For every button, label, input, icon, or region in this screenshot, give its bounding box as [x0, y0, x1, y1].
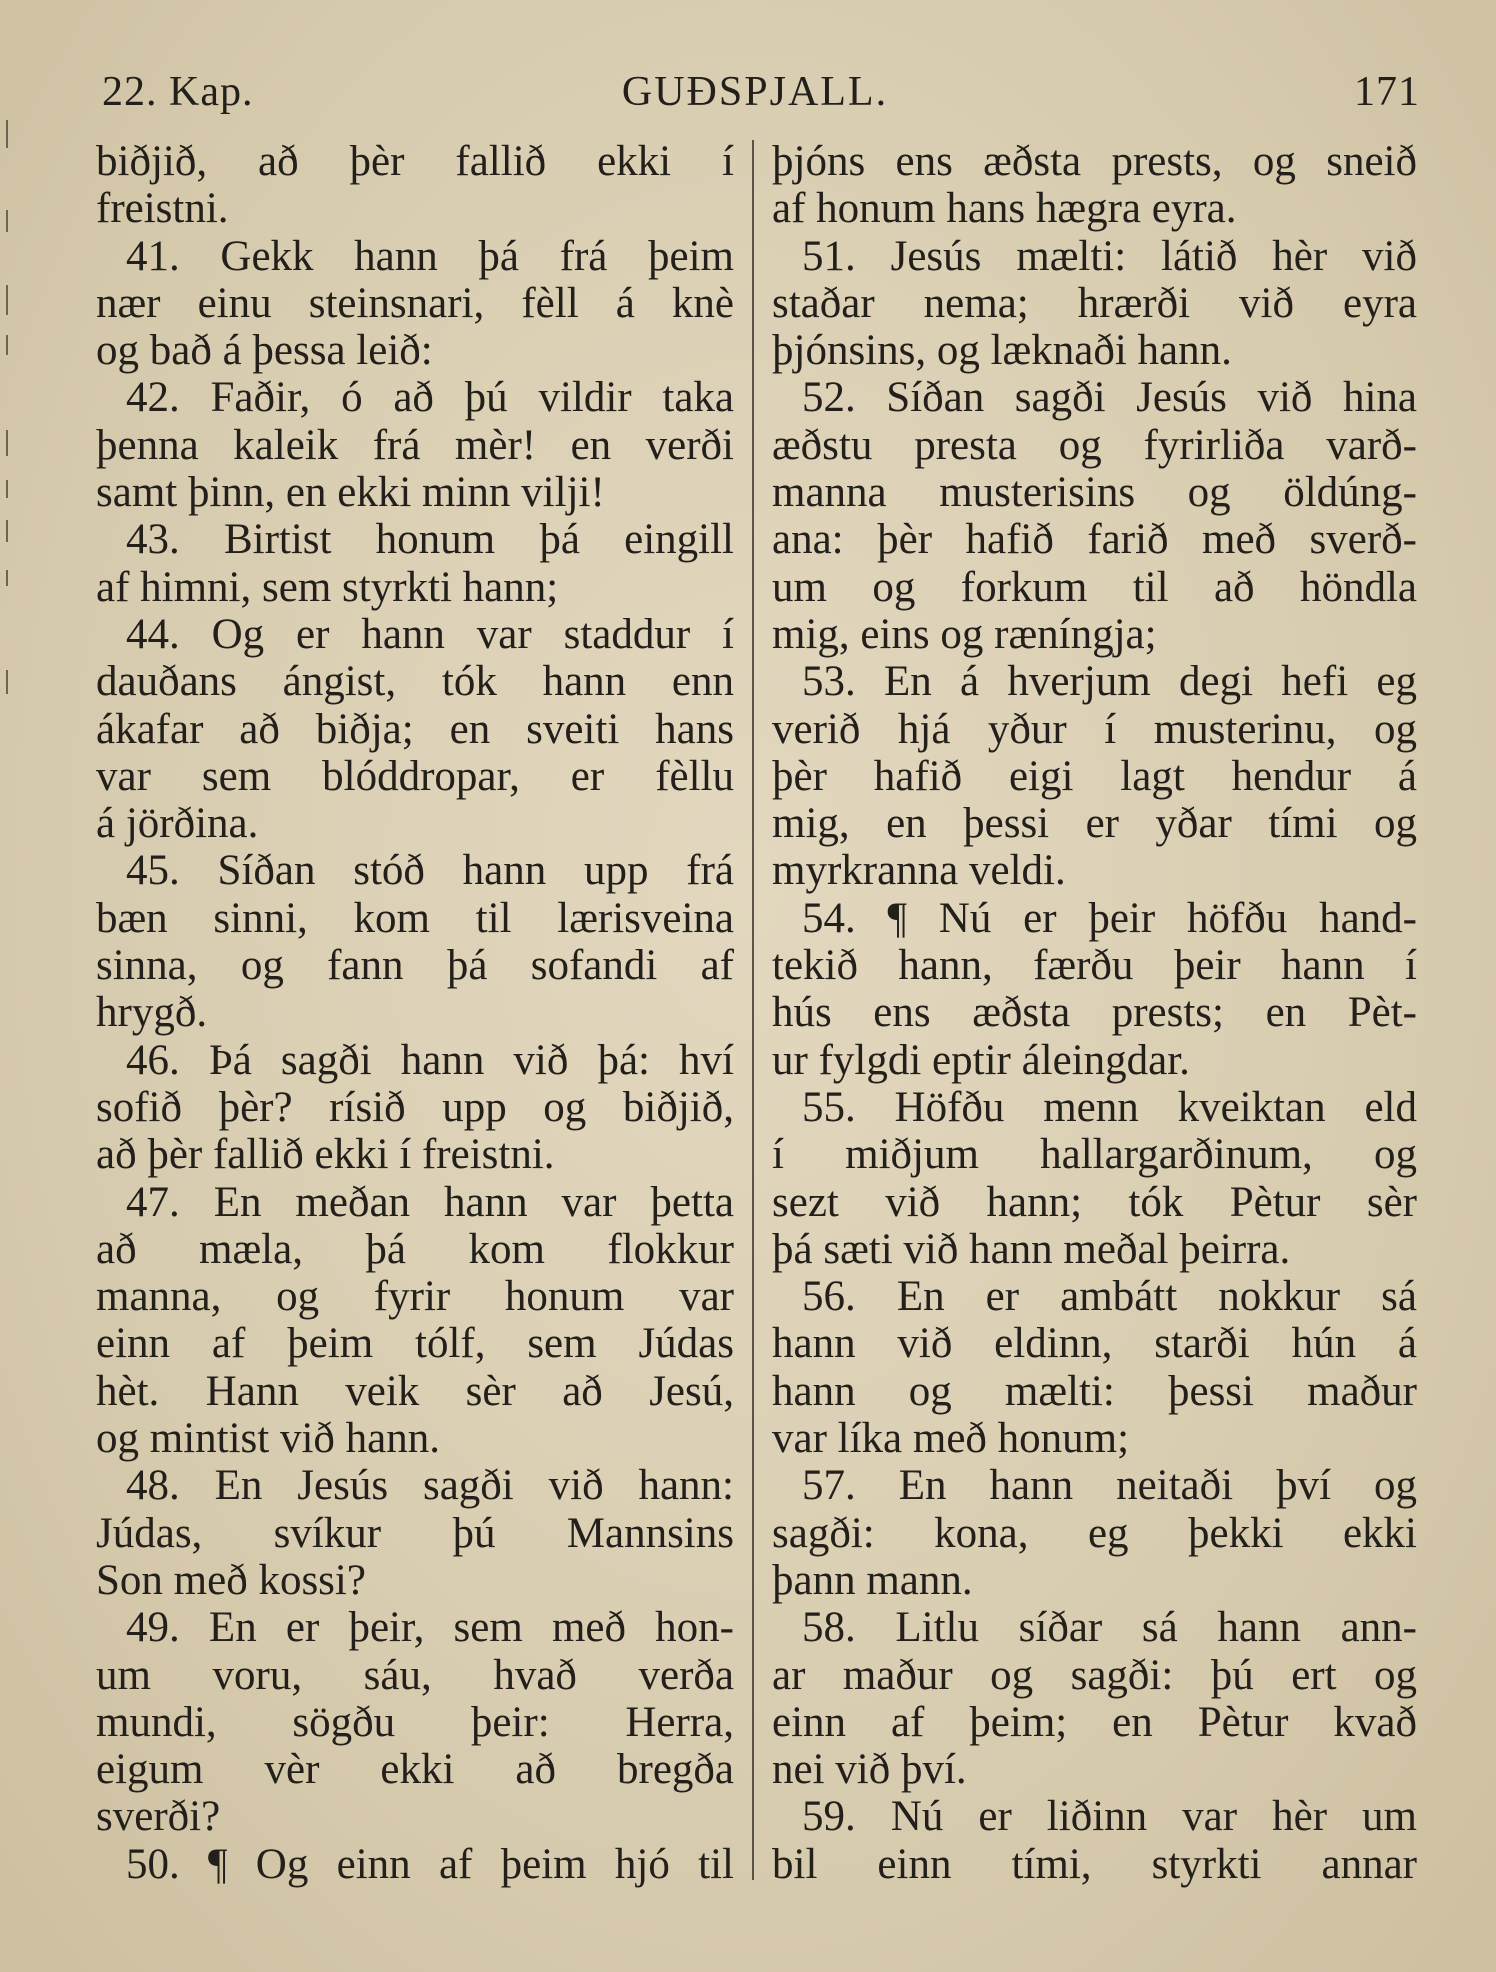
text-line: verið hjá yður í musterinu, og: [772, 705, 1417, 753]
text-line: að mæla, þá kom flokkur: [96, 1225, 734, 1273]
text-line: 46. Þá sagði hann við þá: hví: [126, 1036, 734, 1084]
text-line: bæn sinni, kom til lærisveina: [96, 894, 734, 942]
text-line: 57. En hann neitaði því og: [802, 1462, 1417, 1510]
text-line: 49. En er þeir, sem með hon-: [126, 1604, 734, 1652]
text-line: sinna, og fann þá sofandi af: [96, 942, 734, 990]
text-line: hann við eldinn, starði hún á: [772, 1320, 1417, 1368]
page-header: [90, 68, 1420, 128]
text-line: nei við því.: [772, 1746, 967, 1794]
text-line: ar maður og sagði: þú ert og: [772, 1651, 1417, 1699]
text-line: freistni.: [96, 185, 229, 233]
text-line: um voru, sáu, hvað verða: [96, 1651, 734, 1699]
text-line: 53. En á hverjum degi hefi eg: [802, 658, 1417, 706]
text-line: þjóns ens æðsta prests, og sneið: [772, 138, 1417, 185]
text-line: hann og mælti: þessi maður: [772, 1367, 1417, 1415]
text-line: hrygð.: [96, 989, 208, 1037]
text-line: í miðjum hallargarðinum, og: [772, 1131, 1417, 1179]
running-title: GUÐSPJALL.: [621, 69, 889, 115]
text-line: af himni, sem styrkti hann;: [96, 563, 559, 611]
text-line: manna musterisins og öldúng-: [772, 469, 1417, 517]
text-line: og bað á þessa leið:: [96, 327, 433, 375]
page-number: 171: [1354, 69, 1420, 115]
text-line: bil einn tími, styrkti annar: [772, 1840, 1417, 1888]
text-line: 45. Síðan stóð hann upp frá: [126, 847, 734, 895]
text-line: af honum hans hægra eyra.: [772, 185, 1237, 233]
text-line: 52. Síðan sagði Jesús við hina: [802, 374, 1417, 422]
text-line: ana: þèr hafið farið með sverð-: [772, 516, 1417, 564]
text-line: Son með kossi?: [96, 1556, 366, 1604]
column-divider: [752, 140, 754, 1880]
text-line: þjónsins, og læknaði hann.: [772, 327, 1232, 375]
text-line: þann mann.: [772, 1556, 973, 1604]
text-line: hèt. Hann veik sèr að Jesú,: [96, 1367, 734, 1415]
text-line: mundi, sögðu þeir: Herra,: [96, 1698, 734, 1746]
text-line: ur fylgdi eptir áleingdar.: [772, 1036, 1190, 1084]
text-line: dauðans ángist, tók hann enn: [96, 658, 734, 706]
page-edge-marks: [0, 0, 14, 1972]
text-line: nær einu steinsnari, fèll á knè: [96, 279, 734, 327]
right-text-column: [772, 138, 1417, 1888]
left-text-column: [96, 138, 734, 1888]
text-line: 55. Höfðu menn kveiktan eld: [802, 1083, 1417, 1131]
text-line: hús ens æðsta prests; en Pèt-: [772, 989, 1417, 1037]
text-line: einn af þeim; en Pètur kvað: [772, 1698, 1417, 1746]
text-line: þenna kaleik frá mèr! en verði: [96, 421, 734, 469]
text-line: 51. Jesús mælti: látið hèr við: [802, 232, 1417, 280]
text-line: að þèr fallið ekki í freistni.: [96, 1131, 555, 1179]
text-line: sofið þèr? rísið upp og biðjið,: [96, 1083, 734, 1131]
text-line: á jörðina.: [96, 800, 259, 848]
text-line: sverði?: [96, 1793, 221, 1841]
text-line: þèr hafið eigi lagt hendur á: [772, 752, 1417, 800]
text-line: 47. En meðan hann var þetta: [126, 1178, 734, 1226]
text-line: var líka með honum;: [772, 1415, 1130, 1463]
text-line: sezt við hann; tók Pètur sèr: [772, 1178, 1417, 1226]
chapter-label: 22. Kap.: [102, 69, 254, 115]
text-line: biðjið, að þèr fallið ekki í: [96, 138, 734, 185]
text-line: æðstu presta og fyrirliða varð-: [772, 421, 1417, 469]
text-line: ákafar að biðja; en sveiti hans: [96, 705, 734, 753]
text-line: einn af þeim tólf, sem Júdas: [96, 1320, 734, 1368]
text-line: 41. Gekk hann þá frá þeim: [126, 232, 734, 280]
text-line: tekið hann, færðu þeir hann í: [772, 942, 1417, 990]
text-line: samt þinn, en ekki minn vilji!: [96, 469, 605, 517]
text-line: 59. Nú er liðinn var hèr um: [802, 1793, 1417, 1841]
text-line: mig, eins og ræníngja;: [772, 610, 1157, 658]
text-line: um og forkum til að höndla: [772, 563, 1417, 611]
text-line: 58. Litlu síðar sá hann ann-: [802, 1604, 1417, 1652]
text-line: eigum vèr ekki að bregða: [96, 1746, 734, 1794]
text-line: mig, en þessi er yðar tími og: [772, 800, 1417, 848]
text-line: var sem blóddropar, er fèllu: [96, 752, 734, 800]
text-line: myrkranna veldi.: [772, 847, 1066, 895]
text-line: 42. Faðir, ó að þú vildir taka: [126, 374, 734, 422]
text-line: manna, og fyrir honum var: [96, 1273, 734, 1321]
text-line: staðar nema; hrærði við eyra: [772, 279, 1417, 327]
text-line: og mintist við hann.: [96, 1415, 440, 1463]
text-line: 44. Og er hann var staddur í: [126, 610, 734, 658]
text-line: 43. Birtist honum þá eingill: [126, 516, 734, 564]
text-line: 48. En Jesús sagði við hann:: [126, 1462, 734, 1510]
text-line: sagði: kona, eg þekki ekki: [772, 1509, 1417, 1557]
text-line: Júdas, svíkur þú Mannsins: [96, 1509, 734, 1557]
text-line: 56. En er ambátt nokkur sá: [802, 1273, 1417, 1321]
text-line: 50. ¶ Og einn af þeim hjó til: [126, 1840, 734, 1888]
text-line: þá sæti við hann meðal þeirra.: [772, 1225, 1291, 1273]
text-line: 54. ¶ Nú er þeir höfðu hand-: [802, 894, 1417, 942]
